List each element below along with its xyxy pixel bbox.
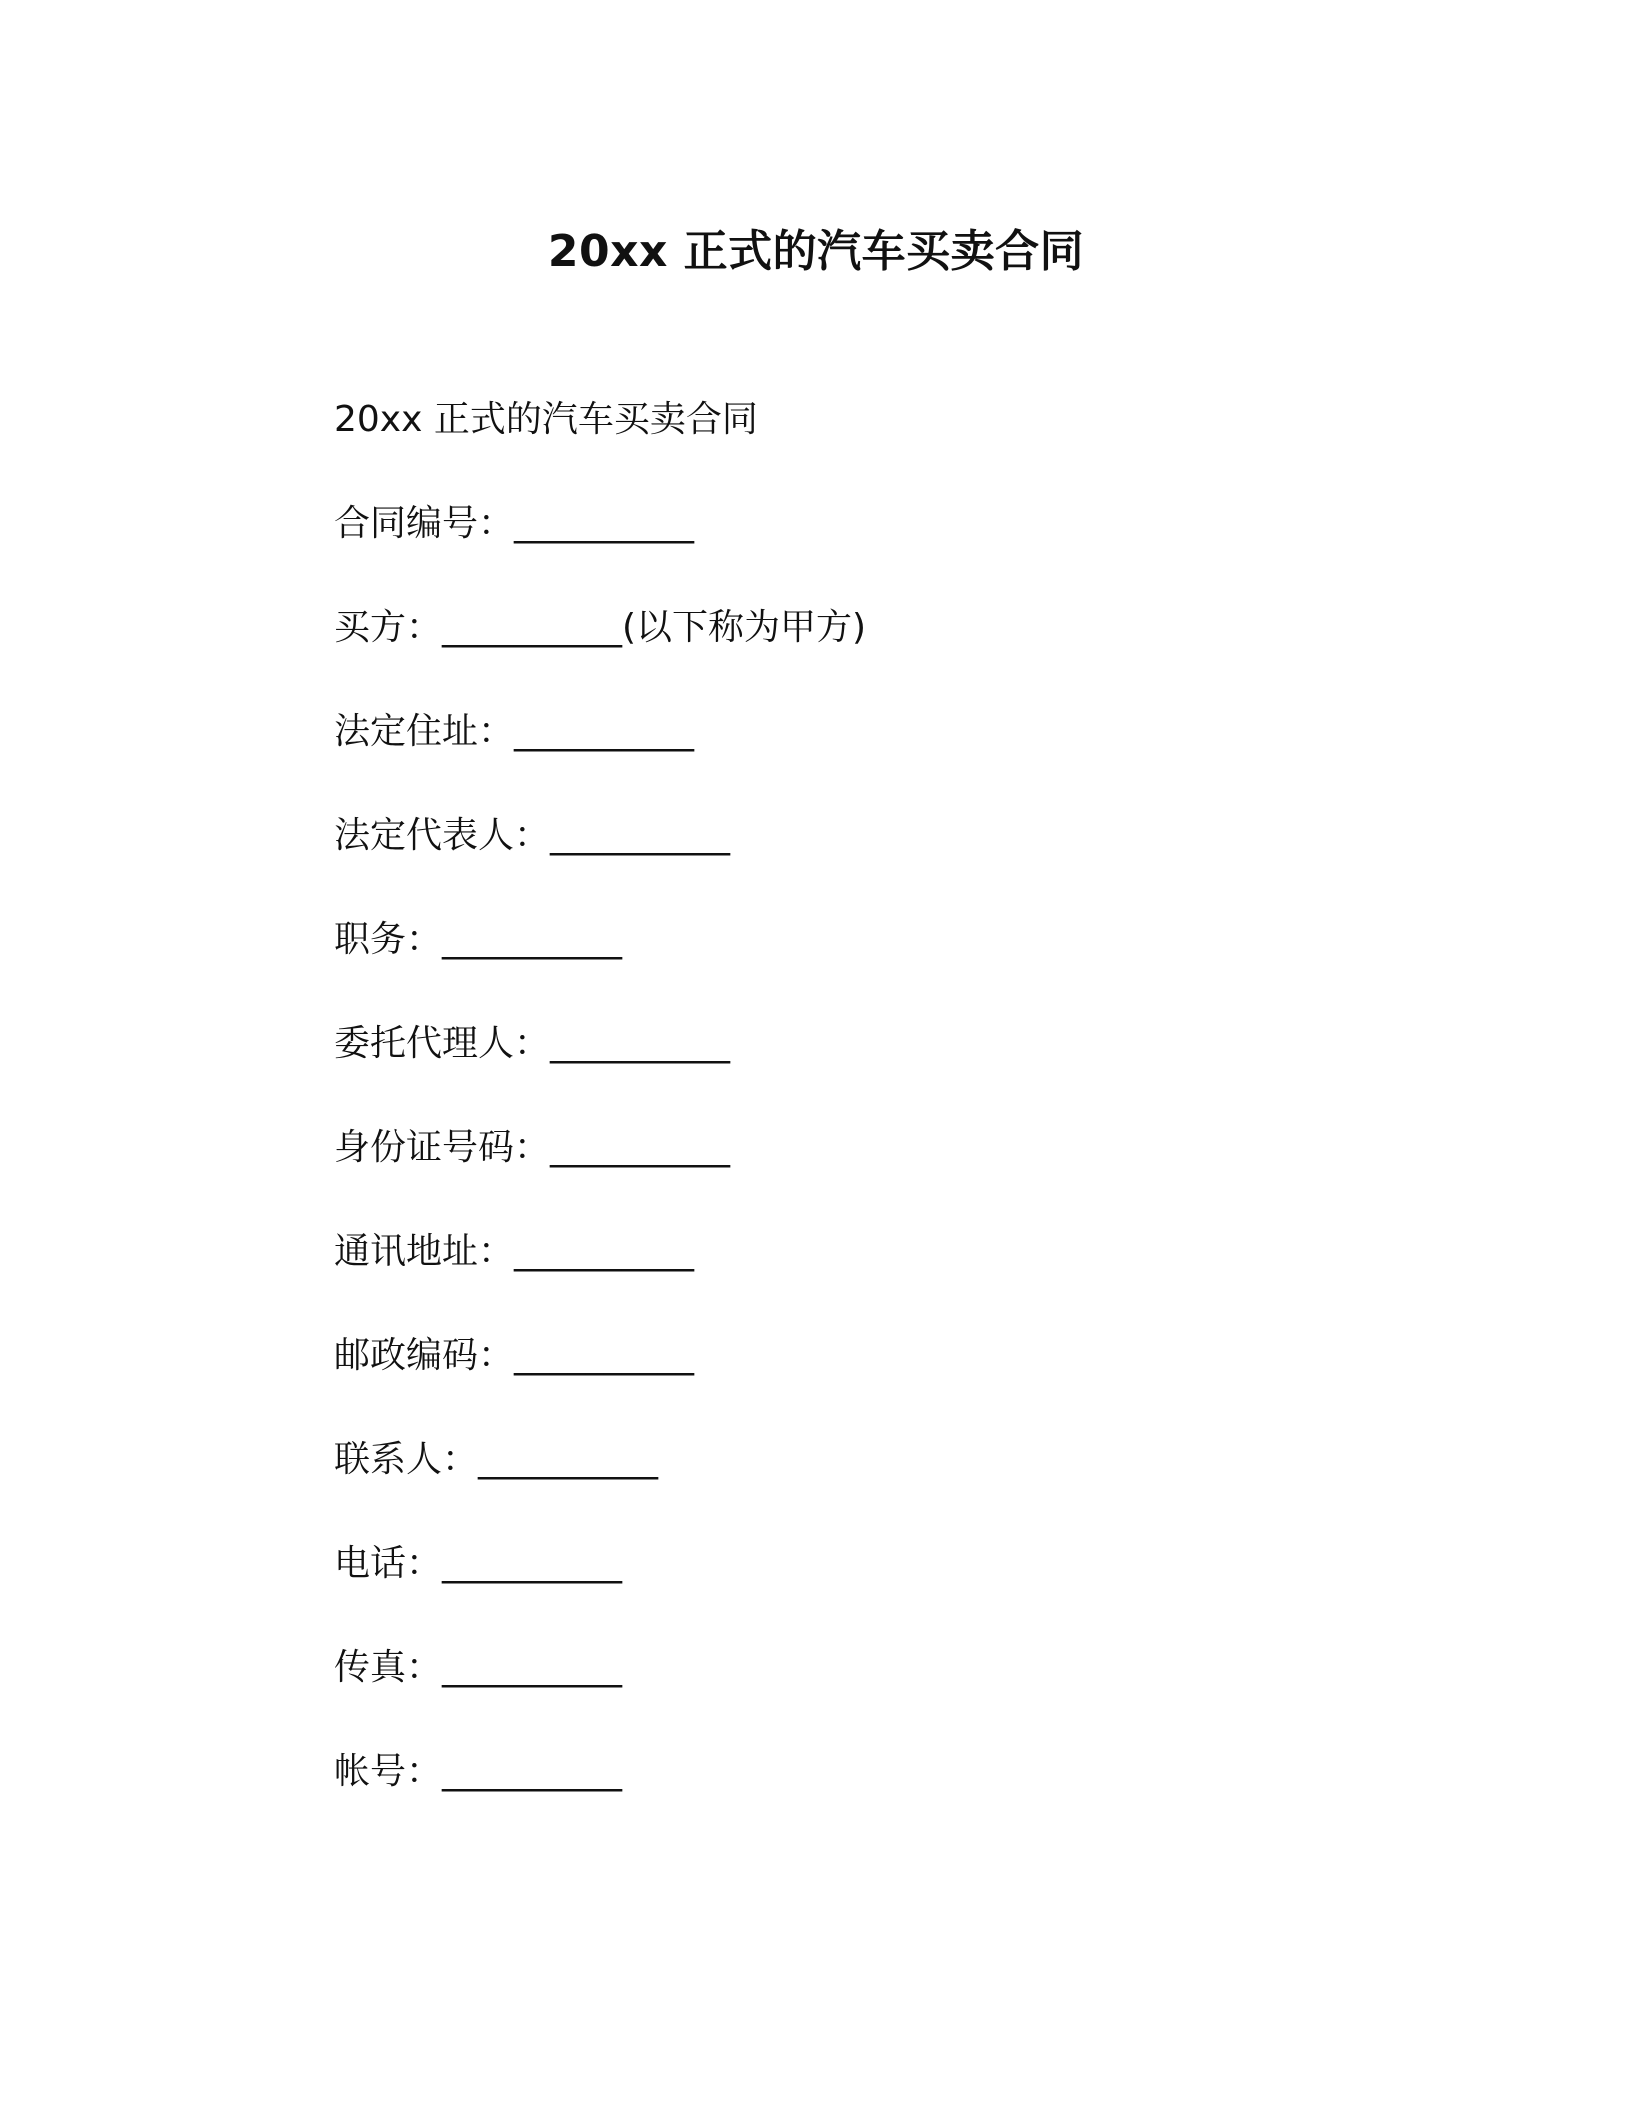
- authorized-agent-field: 委托代理人：__________: [334, 1023, 731, 1064]
- buyer-field: 买方：__________(以下称为甲方): [334, 607, 867, 648]
- fax-field: 传真：__________: [334, 1647, 623, 1688]
- mailing-address-field: 通讯地址：__________: [334, 1231, 695, 1272]
- contact-person-field: 联系人：__________: [334, 1439, 659, 1480]
- id-number-field: 身份证号码：__________: [334, 1127, 731, 1168]
- document-subtitle: 20xx 正式的汽车买卖合同: [334, 399, 758, 440]
- document-body: [334, 390, 1434, 1846]
- legal-address-field: 法定住址：__________: [334, 711, 695, 752]
- position-field: 职务：__________: [334, 919, 623, 960]
- document-title: 20xx 正式的汽车买卖合同: [547, 226, 1085, 277]
- contract-number-field: 合同编号：__________: [334, 503, 695, 544]
- legal-representative-field: 法定代表人：__________: [334, 815, 731, 856]
- postal-code-field: 邮政编码：__________: [334, 1335, 695, 1376]
- account-number-field: 帐号：__________: [334, 1751, 623, 1792]
- phone-field: 电话：__________: [334, 1543, 623, 1584]
